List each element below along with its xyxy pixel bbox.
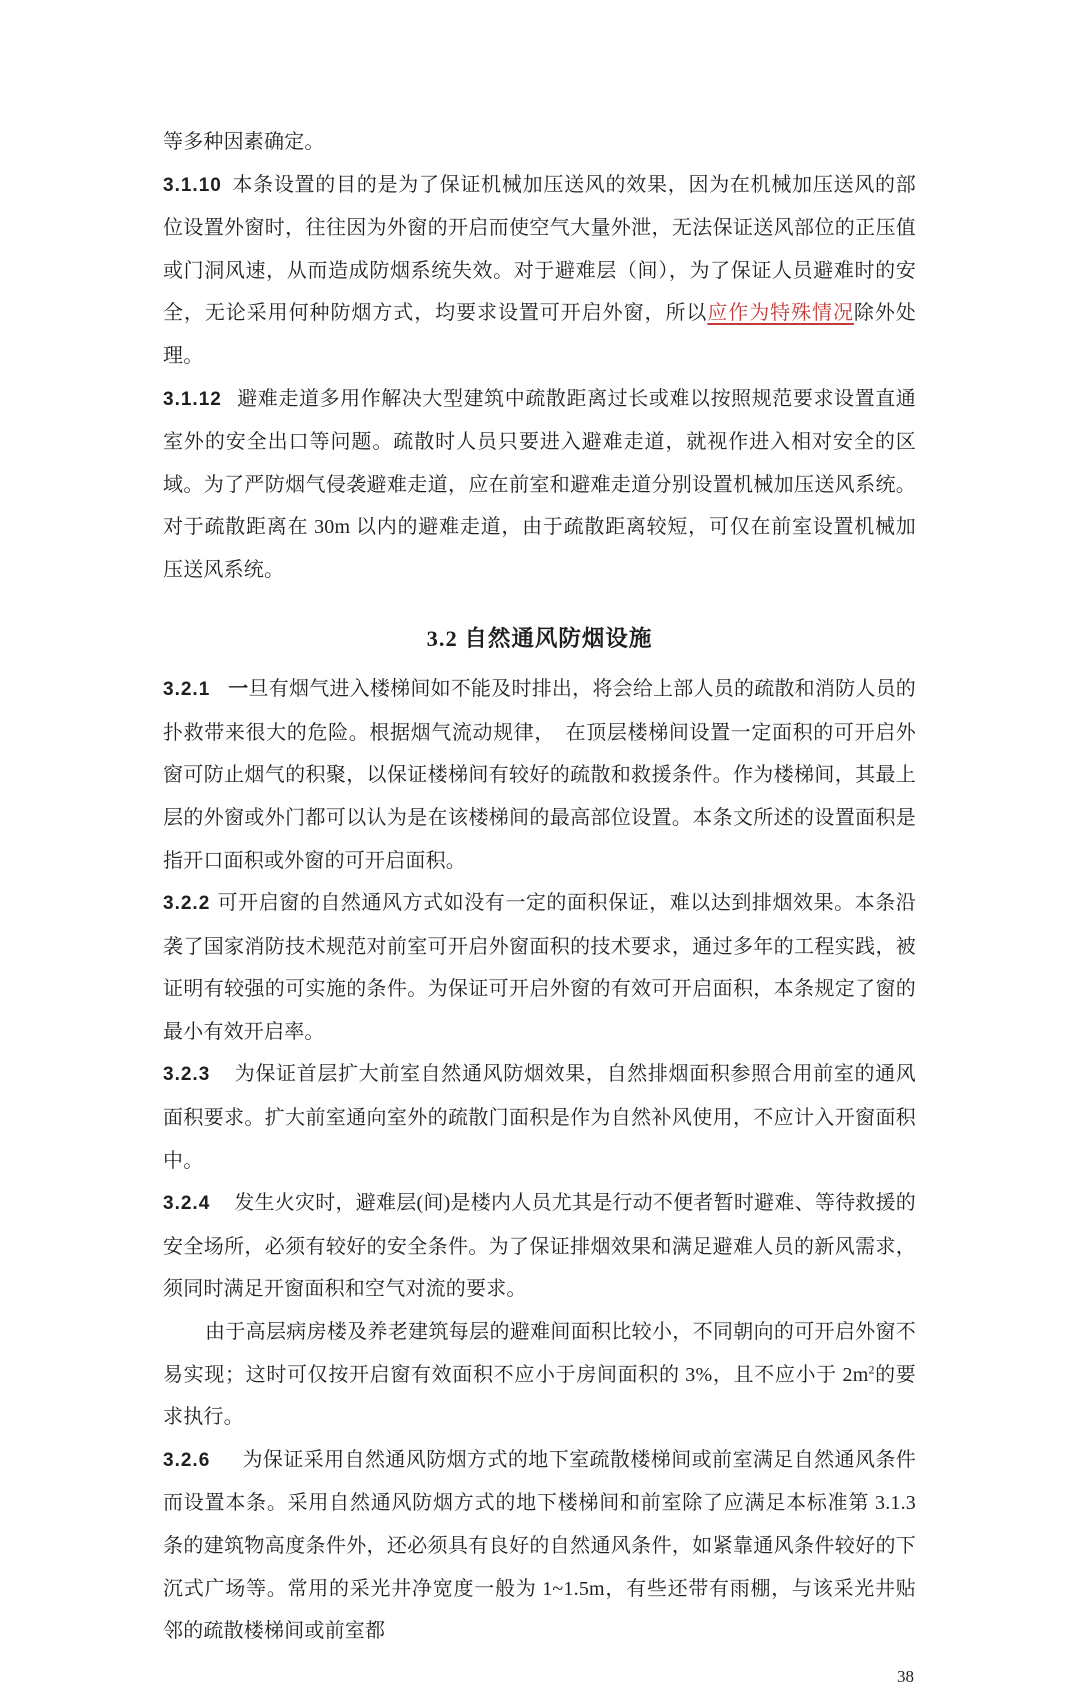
paragraph-3-2-1 <box>163 668 916 882</box>
clause-number-3-2-1: 3.2.1 <box>163 679 211 701</box>
body-text: 除外处理。 <box>163 302 916 367</box>
section-heading-3-2: 3.2 自然通风防烟设施 <box>426 625 653 651</box>
body-text: 本条设置的目的是为了保证机械加压送风的效果，因为在机械加压送风的部位设置外窗时，往往因为外窗的开启而使空气大量外泄，无法保证送风部位的正压值或门洞风速，从而造成防烟系统失效。对于避难层（间），为了保证人员避难时的安全，无论采用何种防烟方式，均要求设置可开启外窗，所以 <box>163 173 916 325</box>
paragraph-3-1-12 <box>163 378 916 592</box>
body-text: 由于高层病房楼及养老建筑每层的避难间面积比较小，不同朝向的可开启外窗不易实现；这时可仅按开启窗有效面积不应小于房间面积的 3%，且不应小于 2m <box>163 1321 916 1386</box>
body-text: 可开启窗的自然通风方式如没有一定的面积保证，难以达到排烟效果。本条沿袭了国家消防技术规范对前室可开启外窗面积的技术要求，通过多年的工程实践，被证明有较强的可实施的条件。为保证可开启外窗的有效可开启面积，本条规定了窗的最小有效开启率。 <box>163 892 916 1043</box>
superscript-square: 2 <box>868 1361 875 1376</box>
paragraph-3-2-3 <box>163 1053 916 1182</box>
body-text: 等多种因素确定。 <box>163 131 325 153</box>
clause-number-3-2-2: 3.2.2 <box>163 893 211 915</box>
paragraph-continuation <box>163 121 916 164</box>
paragraph-3-1-10 <box>163 164 916 378</box>
body-text: 为保证采用自然通风防烟方式的地下室疏散楼梯间或前室满足自然通风条件而设置本条。采用自然通风防烟方式的地下楼梯间和前室除了应满足本标准第 3.1.3 条的建筑物高度条件外，还必须具有良好的自然通风条件，如紧靠通风条件较好的下沉式广场等。常用的采光井净宽度一般为 1~1.5m，有些还带有雨棚，与该采光井贴邻的疏散楼梯间或前室都 <box>163 1448 916 1643</box>
body-text: 避难走道多用作解决大型建筑中疏散距离过长或难以按照规范要求设置直通室外的安全出口等问题。疏散时人员只要进入避难走道，就视作进入相对安全的区域。为了严防烟气侵袭避难走道，应在前室和避难走道分别设置机械加压送风系统。对于疏散距离在 30m 以内的避难走道，由于疏散距离较短，可仅在前室设置机械加压送风系统。 <box>163 387 916 581</box>
body-text: 旦有烟气进入楼梯间如不能及时排出，将会给上部人员的疏散和消防人员的扑救带来很大的危险。根据烟气流动规律， 在顶层楼梯间设置一定面积的可开启外窗可防止烟气的积聚，以保证楼梯间有较好的疏散和救援条件。作为楼梯间，其最上层的外窗或外门都可以认为是在该楼梯间的最高部位设置。本条文所述的设置面积是指开口面积或外窗的可开启面积。 <box>163 678 916 872</box>
page-number: 38 <box>897 1666 914 1686</box>
body-text: 为保证首层扩大前室自然通风防烟效果，自然排烟面积参照合用前室的通风面积要求。扩大前室通向室外的疏散门面积是作为自然补风使用，不应计入开窗面积中。 <box>163 1063 916 1172</box>
clause-number-3-2-4: 3.2.4 <box>163 1193 211 1215</box>
paragraph-3-2-2 <box>163 882 916 1053</box>
clause-number-3-1-10: 3.1.10 <box>163 174 222 196</box>
body-text: 发生火灾时，避难层(间)是楼内人员尤其是行动不便者暂时避难、等待救援的安全场所，必须有较好的安全条件。为了保证排烟效果和满足避难人员的新风需求，须同时满足开窗面积和空气对流的要求。 <box>163 1192 916 1301</box>
paragraph-avoidance-note <box>163 1311 916 1439</box>
paragraph-3-2-4 <box>163 1182 916 1311</box>
clause-number-3-2-3: 3.2.3 <box>163 1064 211 1086</box>
highlighted-phrase: 应作为特殊情况 <box>707 302 854 325</box>
clause-number-3-1-12: 3.1.12 <box>163 388 222 410</box>
body-text: 的要求执行。 <box>163 1363 916 1429</box>
clause-number-3-2-6: 3.2.6 <box>163 1449 211 1471</box>
body-text: 一 <box>228 678 249 701</box>
paragraph-3-2-6 <box>163 1439 916 1653</box>
